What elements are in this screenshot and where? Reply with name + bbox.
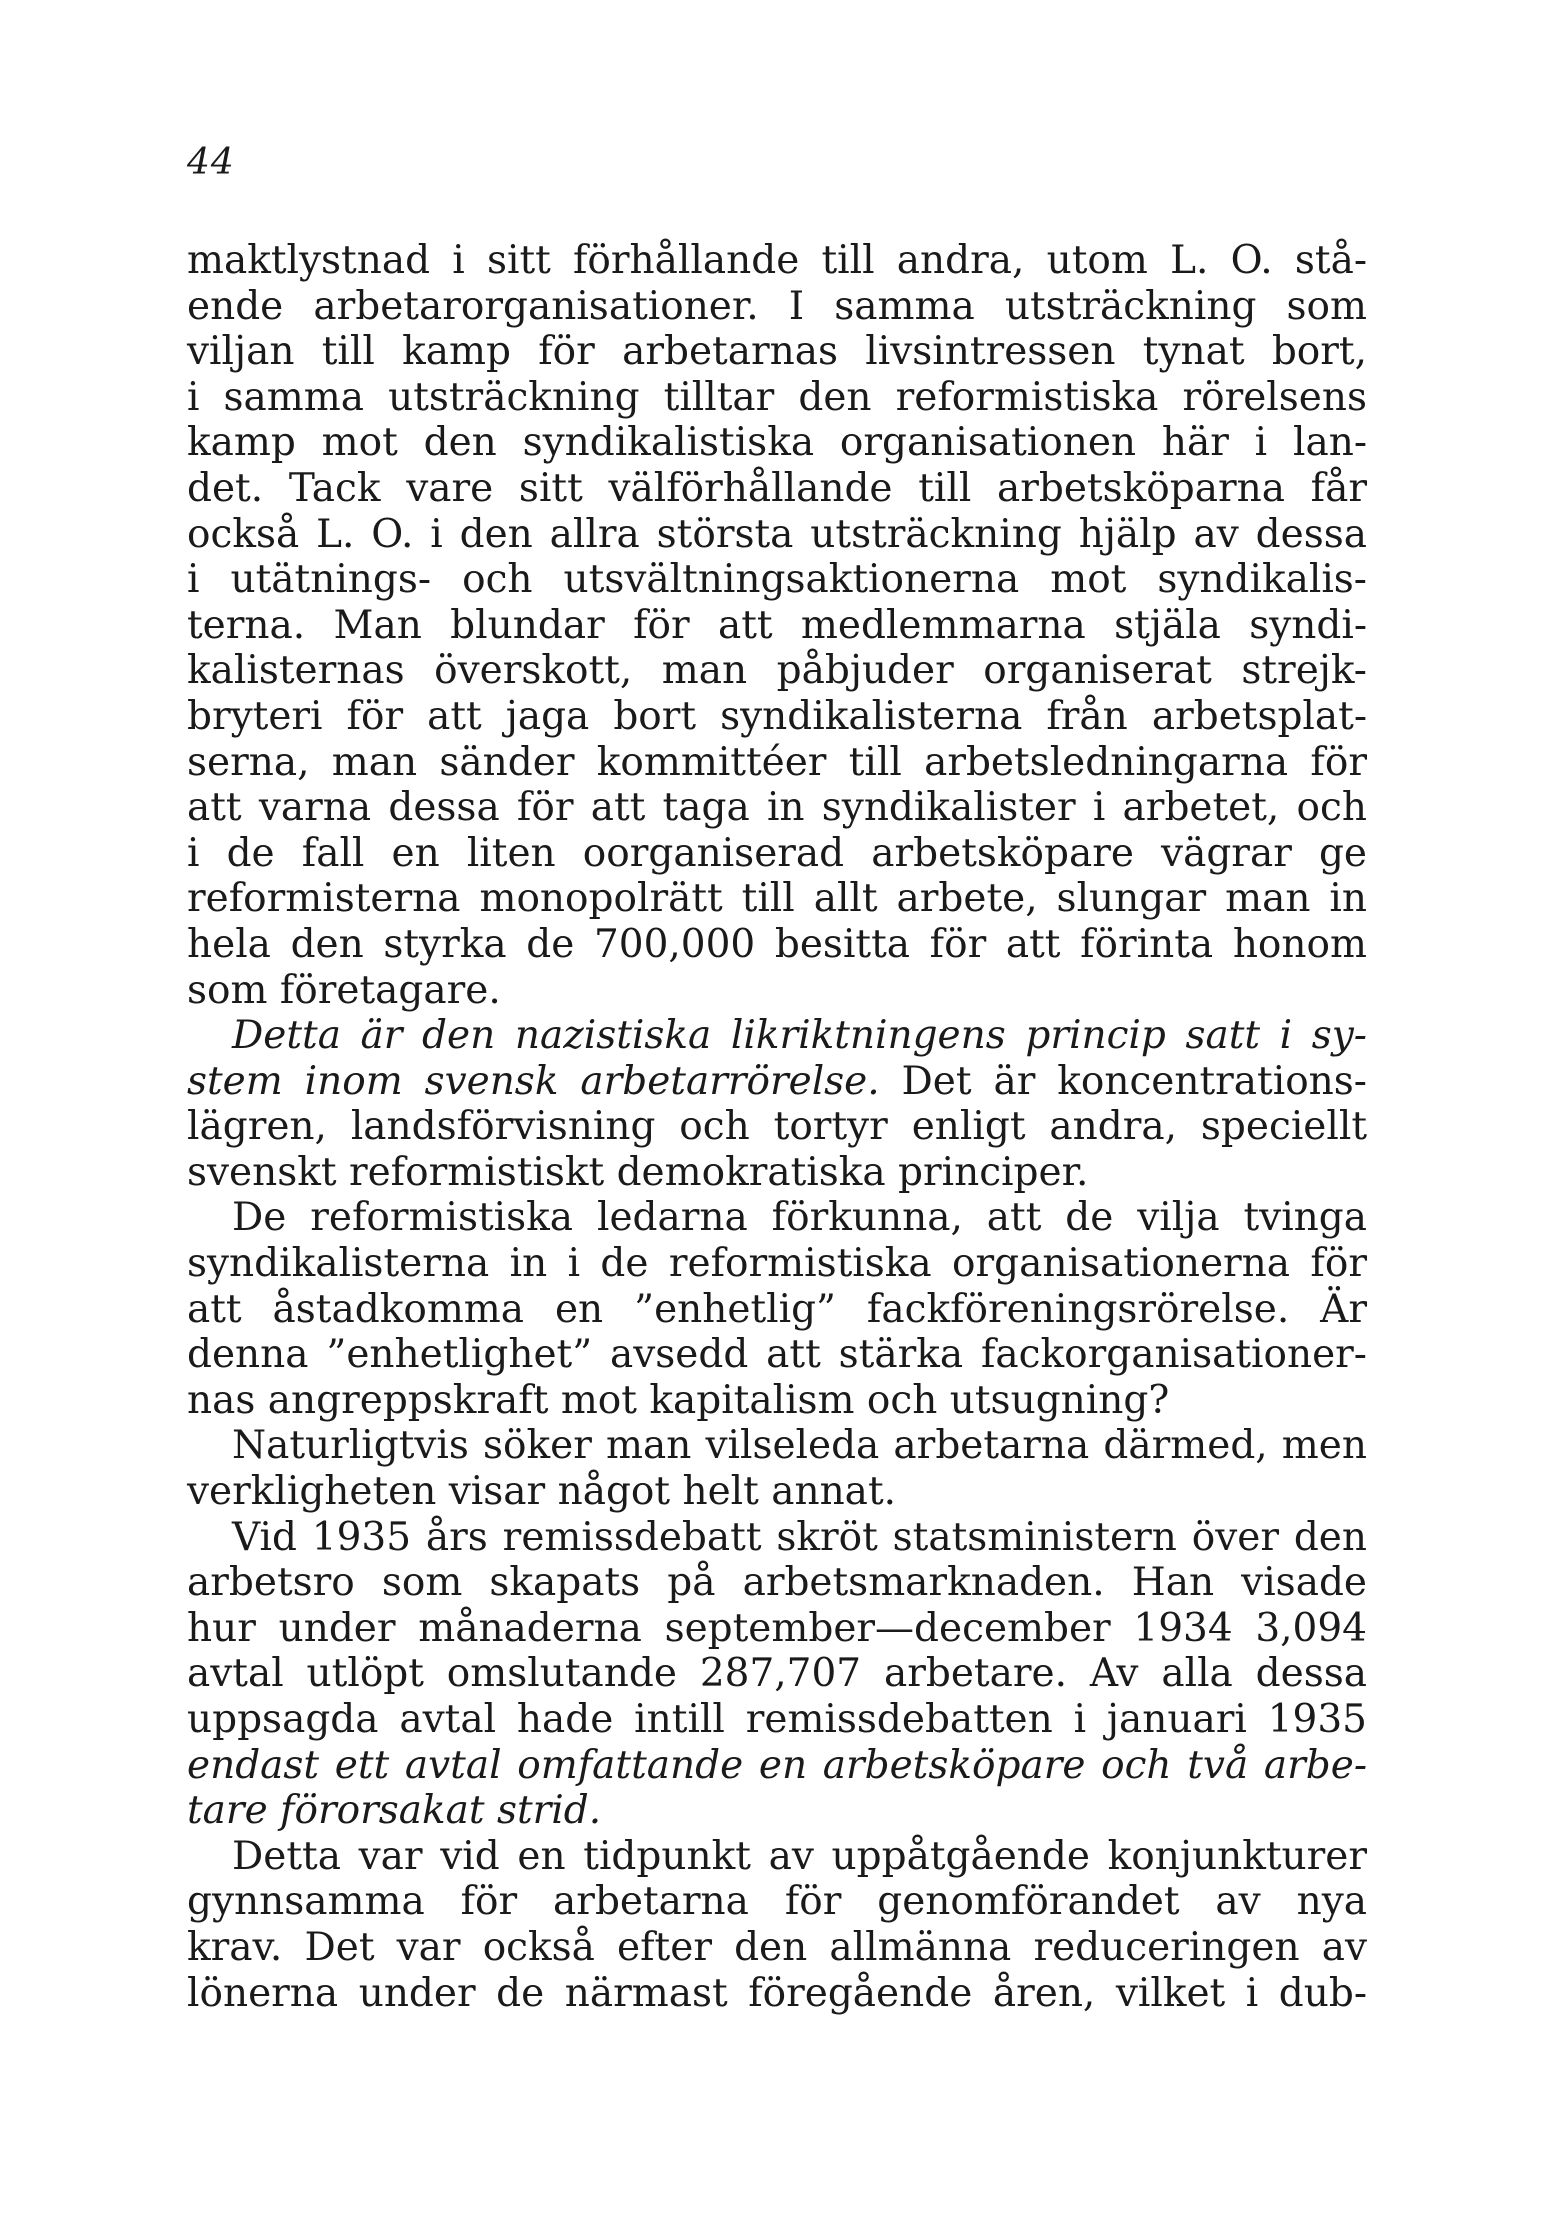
text-line <box>187 1606 1367 1652</box>
italic-text: stem inom svensk arbetarrörelse. <box>187 1058 880 1104</box>
text-line <box>187 1013 1367 1059</box>
text-segment: gynnsamma för arbetarna för genomförandet av nya <box>187 1879 1367 1925</box>
text-segment: kamp mot den syndikalistiska organisationen här i lan- <box>187 420 1367 466</box>
text-segment: bryteri för att jaga bort syndikalisterna från arbetsplat- <box>187 693 1367 739</box>
text-line <box>187 1834 1367 1880</box>
text-line <box>187 420 1367 466</box>
text-line <box>187 1515 1367 1561</box>
text-line <box>187 1241 1367 1287</box>
text-segment: lägren, landsförvisning och tortyr enligt andra, speciellt <box>187 1104 1367 1150</box>
text-line <box>187 1423 1367 1469</box>
text-segment: avtal utlöpt omslutande 287,707 arbetare. Av alla dessa <box>187 1651 1367 1697</box>
text-segment: att åstadkomma en ”enhetlig” fackföreningsrörelse. Är <box>187 1286 1367 1332</box>
text-line <box>187 1788 1367 1834</box>
text-segment: serna, man sänder kommittéer till arbetsledningarna för <box>187 739 1367 785</box>
text-segment: i utätnings- och utsvältningsaktionerna mot syndikalis- <box>187 557 1367 603</box>
text-segment: denna ”enhetlighet” avsedd att stärka fackorganisationer- <box>187 1332 1367 1378</box>
text-segment: i de fall en liten oorganiserad arbetsköpare vägrar ge <box>187 830 1367 876</box>
text-line <box>187 694 1367 740</box>
text-segment: terna. Man blundar för att medlemmarna stjäla syndi- <box>187 602 1367 648</box>
text-line <box>187 1104 1367 1150</box>
text-line <box>187 466 1367 512</box>
italic-text: tare förorsakat strid. <box>187 1788 602 1834</box>
page-number: 44 <box>187 142 235 183</box>
text-line <box>187 1743 1367 1789</box>
text-line <box>187 329 1367 375</box>
text-line <box>187 740 1367 786</box>
text-segment: syndikalisterna in i de reformistiska organisationerna för <box>187 1241 1367 1287</box>
text-segment: Vid 1935 års remissdebatt skröt statsministern över den <box>232 1514 1367 1560</box>
text-line <box>187 876 1367 922</box>
text-line <box>187 968 1367 1014</box>
text-segment: viljan till kamp för arbetarnas livsintressen tynat bort, <box>187 329 1367 375</box>
text-line <box>187 1195 1367 1241</box>
text-segment: verkligheten visar något helt annat. <box>187 1469 897 1515</box>
text-segment: Detta var vid en tidpunkt av uppåtgående konjunkturer <box>232 1833 1367 1879</box>
text-segment: i samma utsträckning tilltar den reformistiska rörelsens <box>187 374 1367 420</box>
text-segment: också L. O. i den allra största utsträckning hjälp av dessa <box>187 511 1367 557</box>
italic-text: endast ett avtal omfattande en arbetsköpare och två arbe- <box>187 1742 1367 1788</box>
text-line <box>187 785 1367 831</box>
text-segment: lönerna under de närmast föregående åren, vilket i dub- <box>187 1970 1367 2016</box>
text-line <box>187 1378 1367 1424</box>
text-segment: som företagare. <box>187 967 501 1013</box>
text-segment: krav. Det var också efter den allmänna reduceringen av <box>187 1924 1367 1970</box>
text-segment: reformisterna monopolrätt till allt arbete, slungar man in <box>187 876 1367 922</box>
text-line <box>187 1469 1367 1515</box>
text-line <box>187 1287 1367 1333</box>
text-line <box>187 1059 1367 1105</box>
text-line <box>187 512 1367 558</box>
text-line <box>187 375 1367 421</box>
text-segment: svenskt reformistiskt demokratiska principer. <box>187 1149 1089 1195</box>
text-segment: arbetsro som skapats på arbetsmarknaden. Han visade <box>187 1560 1367 1606</box>
italic-text: Detta är den nazistiska likriktningens princip satt i sy- <box>232 1013 1367 1059</box>
text-line <box>187 1560 1367 1606</box>
text-segment: att varna dessa för att taga in syndikalister i arbetet, och <box>187 785 1367 831</box>
text-line <box>187 1925 1367 1971</box>
text-line <box>187 1651 1367 1697</box>
text-line <box>187 1879 1367 1925</box>
text-segment: maktlystnad i sitt förhållande till andra, utom L. O. stå- <box>187 238 1367 283</box>
text-line <box>187 1150 1367 1196</box>
text-line <box>187 922 1367 968</box>
text-segment: det. Tack vare sitt välförhållande till arbetsköparna får <box>187 465 1367 511</box>
text-segment: De reformistiska ledarna förkunna, att de vilja tvinga <box>232 1195 1367 1241</box>
text-segment: hur under månaderna september—december 1934 3,094 <box>187 1605 1367 1651</box>
text-line <box>187 648 1367 694</box>
body-text <box>187 238 1367 2016</box>
text-line <box>187 1332 1367 1378</box>
text-line <box>187 1697 1367 1743</box>
text-line <box>187 238 1367 284</box>
text-segment: hela den styrka de 700,000 besitta för att förinta honom <box>187 921 1367 967</box>
text-line <box>187 1971 1367 2017</box>
text-segment: ende arbetarorganisationer. I samma utsträckning som <box>187 283 1367 329</box>
text-segment: uppsagda avtal hade intill remissdebatten i januari 1935 <box>187 1697 1367 1742</box>
text-line <box>187 557 1367 603</box>
text-segment: Naturligtvis söker man vilseleda arbetarna därmed, men <box>232 1423 1367 1469</box>
text-line <box>187 603 1367 649</box>
text-line <box>187 284 1367 330</box>
text-segment: Det är koncentrations- <box>879 1058 1367 1104</box>
text-segment: nas angreppskraft mot kapitalism och utsugning? <box>187 1377 1170 1423</box>
text-segment: kalisternas överskott, man påbjuder organiserat strejk- <box>187 648 1367 694</box>
text-line <box>187 831 1367 877</box>
